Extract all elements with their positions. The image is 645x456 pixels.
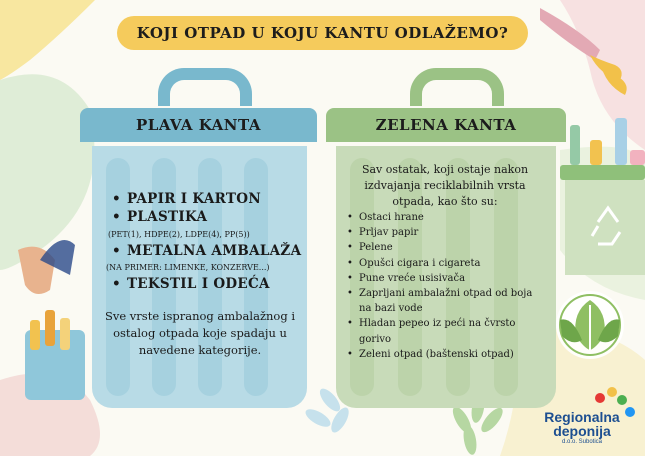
green-bin-item: • Prljav papir (347, 225, 543, 240)
logo-line3: d.o.o. Subotica (561, 439, 603, 445)
green-bin-handle (410, 68, 504, 106)
blue-bin-handle (158, 68, 252, 106)
blue-bin-list (112, 275, 270, 293)
green-bin-item: • Zeleni otpad (baštenski otpad) (347, 347, 543, 362)
blue-bin-list (112, 242, 301, 260)
logo-line2: deponija (553, 423, 611, 439)
green-bin-item: • Zaprljani ambalažni otpad od boja na bazi vode (347, 286, 543, 316)
green-bin-item: • Hladan pepeo iz peći na čvrsto gorivo (347, 316, 543, 346)
metal-note: (NA PRIMER: LIMENKE, KONZERVE...) (106, 263, 270, 272)
blue-bin-item: • METALNA AMBALAŽA (112, 242, 301, 260)
page-title: KOJI OTPAD U KOJU KANTU ODLAŽEMO? (117, 16, 528, 50)
blue-bin-item: • PAPIR I KARTON (112, 190, 261, 208)
plastic-note: (PET(1), HDPE(2), LDPE(4), PP(5)) (108, 230, 250, 239)
green-bin-item: • Ostaci hrane (347, 210, 543, 225)
green-bin-intro: Sav ostatak, koji ostaje nakon izdvajanja reciklabilnih vrsta otpada, kao što su: (361, 163, 529, 208)
green-bin-item: • Pune vreće usisivača (347, 271, 543, 286)
green-bin-list (347, 210, 543, 362)
green-bin-item: • Opušci cigara i cigareta (347, 256, 543, 271)
green-bin-item: • Pelene (347, 240, 543, 255)
blue-bin-label: PLAVA KANTA (136, 116, 261, 134)
company-logo (532, 410, 632, 446)
blue-bin-list (112, 190, 261, 226)
blue-bin-item: • TEKSTIL I ODEĆA (112, 275, 270, 293)
logo-line1: Regionalna (544, 409, 620, 425)
blue-bin-lid (80, 108, 317, 142)
green-bin-lid (326, 108, 566, 142)
blue-bin-item: • PLASTIKA (112, 208, 261, 226)
green-bin-label: ZELENA KANTA (375, 116, 517, 134)
blue-bin-description: Sve vrste ispranog ambalažnog i ostalog otpada koje spadaju u navedene kategorije. (104, 309, 296, 357)
